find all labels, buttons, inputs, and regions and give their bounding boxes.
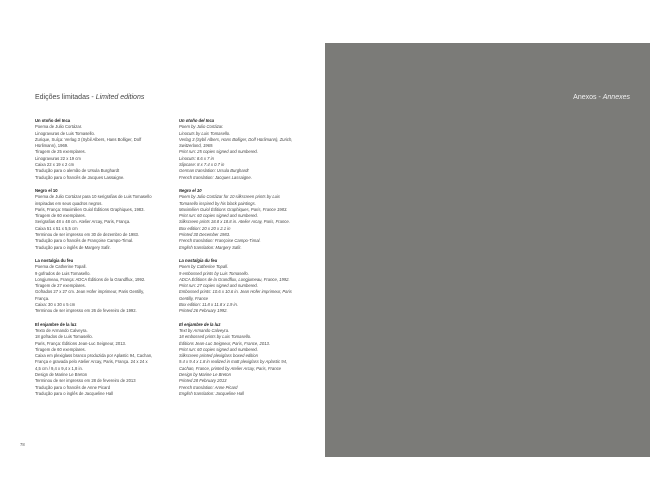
edition-detail-line: Maximilien Guiol Éditions Graphiques, Paris, France 1983. [179,206,288,212]
edition-detail-line: Paris, França: Éditions Jean-Luc Seigneur, 2013. [35,340,127,346]
edition-detail-line: Tradução para o inglês de Margery Safir. [35,244,111,250]
edition-detail-line: 9 gofrados de Luis Tomasello. [35,270,91,276]
edition-detail-line: Serigrafias 48 x 48 cm. Atelier Arcay, Paris, França. [35,219,131,225]
edition-detail-line: Box edition: 11.8 x 11.8 x 1.9 in. [179,302,238,308]
edition-detail-line: França e gravada pelo Atelier Arcay, Paris, França. 24 x 24 x [35,359,148,365]
edition-detail-line: Box edition: 20 x 20 x 2.1 in [179,225,231,231]
edition-detail-line: 9 embossed prints by Luis Tomasello. [179,270,249,276]
edition-title: El enjambre de la luz [179,321,221,327]
edition-detail-line: English translation: Jacqueline Hall [179,390,244,396]
edition-title: Un otoño del Inca [35,118,71,123]
edition-detail-line: Design de Marine Le Breton [35,371,88,377]
edition-detail-line: Zurique, Suíça: Verlag 3 (Sybil Albers, Hans Bolliger, Dolf [35,136,142,142]
edition-detail-line: Text by Armando Calveyra. [179,327,230,333]
edition-detail-line: Caixa 22 x 19 x 2 cm [35,162,75,168]
edition-detail-line: Switzerland, 1969. [179,143,214,149]
edition-detail-line: Print run: 60 copies signed and numbered. [179,213,258,219]
edition-detail-line: Verlag 3 (Sybil Albers, Hans Bolliger, Dolf Hürlimann), Zurich, [179,136,293,142]
edition-detail-line: French translation: Jacques Lassaigne. [179,174,252,180]
edition-detail-line: Slipcase: 8 x 7.4 x 0.7 in [179,162,225,168]
edition-detail-line: Poema de Catherine Topall. [35,264,87,270]
edition-title: El enjambre de la luz [35,321,77,327]
edition-detail-line: Cachan, France, printed by Atelier Arcay, Paris, France [179,365,282,371]
edition-entry-en [179,322,314,398]
edition-detail-line: Tiragem de 25 exemplares. [35,149,86,155]
edition-detail-line: Print run: 27 copies signed and numbered. [179,283,258,289]
edition-detail-line: Tradução para o alemão de Ursula Burghardt [35,168,120,174]
edition-detail-line: Tradução para o francês de Jacques Lassaigne. [35,174,125,180]
edition-detail-line: Tiragem de 27 exemplares. [35,283,86,289]
edition-detail-line: Printed 28 February 2013 [179,378,227,384]
edition-detail-line: Poema de Julio Cortázar. [35,124,83,130]
edition-detail-line: Longjumeau, França: ADCA Éditions de la Grandflux, 1992. [35,276,146,282]
edition-entry-pt [35,258,170,315]
edition-entry-pt [35,118,170,181]
edition-detail-line: Linocuts by Luis Tomasello. [179,130,231,136]
annexes-title [573,94,630,101]
english-column [179,118,314,404]
edition-detail-line: Terminou de ser impresso em 28 de fevereiro de 2013 [35,378,136,384]
edition-detail-line: França. [35,295,50,301]
portuguese-column [35,118,170,404]
edition-entry-pt [35,188,170,251]
edition-detail-line: Silkscreen prints 18.8 x 18.8 in. Atelier Arcay, Paris, France. [179,219,290,225]
edition-detail-line: 18 gofrados de Luis Tomasello. [35,334,93,340]
annexes-title-en: Annexes [602,94,630,101]
edition-detail-line: Tradução para o francês de Françoise Campo-Timal. [35,238,134,244]
edition-detail-line: German translation: Ursula Burghardt [179,168,249,174]
edition-title: Negro el 10 [179,187,202,193]
edition-detail-line: French translation: Anne Picard [179,384,238,390]
edition-detail-line: Design by Marine Le Breton [179,371,231,377]
edition-title: La nostalgia du feu [179,257,218,263]
edition-detail-line: Tradução para o inglês de Jacqueline Hall [35,390,114,396]
edition-detail-line: Terminou de ser impresso em 26 de fevereiro de 1992. [35,308,137,314]
edition-detail-line: Tomasello inspired by his black paintings. [179,200,256,206]
edition-title: La nostalgia du feu [35,257,74,263]
edition-detail-line: Poem by Catherine Topall. [179,264,229,270]
edition-detail-line: Embossed prints: 10.6 x 10.6 in. Jean Hofer imprimeur, Paris [179,289,292,295]
section-title [35,94,144,101]
edition-detail-line: Printed 26 February 1992. [179,308,228,314]
edition-detail-line: Éditions Jean-Luc Seigneur, Paris, France, 2013. [179,340,271,346]
edition-detail-line: French translation: Françoise Campo-Timal. [179,238,261,244]
section-title-pt: Edições limitadas - [35,94,96,101]
edition-detail-line: 4,5 cm / 9,4 x 9,4 x 1,8 in. [35,365,83,371]
edition-detail-line: Linocuts: 8.6 x 7 in [179,155,214,161]
edition-detail-line: Gentilly, France [179,295,209,301]
edition-entry-en [179,188,314,251]
edition-detail-line: Terminou de ser impresso em 30 de dezembro de 1983. [35,232,140,238]
edition-detail-line: 9.4 x 9.4 x 1.8 in realized in matt plexiglass by Aplastic 94, [179,359,288,365]
annexes-title-pt: Anexos - [573,94,603,101]
edition-detail-line: Print run: 25 copies signed and numbered. [179,149,258,155]
edition-detail-line: Hürlimann), 1969. [35,143,69,149]
edition-title: Negro el 10 [35,187,58,193]
edition-detail-line: Poem by Julio Cortázar. [179,124,224,130]
edition-detail-line: Print run: 60 copies signed and numbered. [179,346,258,352]
edition-entry-en [179,258,314,315]
edition-detail-line: Poem by Julio Cortázar for 10 silkscreen prints by Luis [179,194,281,200]
edition-entry-pt [35,322,170,398]
edition-detail-line: English translation: Margery Safir. [179,244,242,250]
right-page [325,43,650,457]
edition-detail-line: Tiragem de 60 exemplares. [35,213,86,219]
edition-detail-line: Gofrados 27 x 27 cm. Jean Hofer imprimeur, Paris Gentilly, [35,289,145,295]
edition-detail-line: Caixa 51 x 51 x 5,5 cm [35,225,78,231]
edition-detail-line: Poema de Julio Cortázar para 10 serigrafias de Luis Tomasello [35,194,152,200]
edition-detail-line: inspiradas em seus quadros negros. [35,200,103,206]
edition-detail-line: Texto de Armando Calveyra. [35,327,88,333]
edition-detail-line: Paris, França: Maximilien Guiol Éditions Graphiques, 1983. [35,206,145,212]
edition-detail-line: Linogravuras 22 x 19 cm [35,155,81,161]
edition-detail-line: 18 embossed prints by Luis Tomasello. [179,334,252,340]
edition-detail-line: Tiragem de 60 exemplares. [35,346,86,352]
section-title-en: Limited editions [95,94,145,101]
page-number: 78 [20,442,25,447]
edition-detail-line: Printed 30 December 1983. [179,232,231,238]
edition-detail-line: Caixa: 30 x 30 x 5 cm [35,302,76,308]
edition-detail-line: Tradução para o francês de Anne Picard [35,384,111,390]
edition-detail-line: ADCA Éditions de la Grandflux, Longjumeau, France, 1992. [179,276,290,282]
edition-title: Un otoño del Inca [179,118,215,123]
edition-detail-line: Silkscreen printed plexiglass boxed edition [179,353,258,359]
edition-detail-line: Caixa em plexiglass branco produzida por Aplastic 94, Cachan, [35,353,153,359]
edition-entry-en [179,118,314,181]
edition-detail-line: Linogravuras de Luis Tomasello. [35,130,95,136]
